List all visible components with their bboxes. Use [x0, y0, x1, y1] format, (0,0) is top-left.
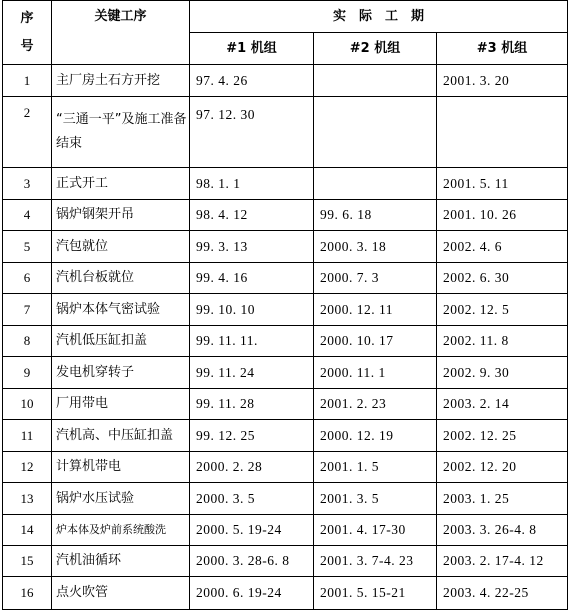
header-seq-line1: 序 — [20, 10, 34, 26]
row-unit2-date — [314, 168, 437, 200]
row-unit3-date: 2001. 3. 20 — [437, 65, 568, 97]
row-unit3-date: 2003. 3. 26-4. 8 — [437, 515, 568, 546]
key-process-schedule-table — [2, 0, 568, 610]
row-process: 汽机低压缸扣盖 — [52, 326, 190, 357]
row-unit3-date: 2002. 11. 8 — [437, 326, 568, 357]
row-unit1-date: 99. 4. 16 — [190, 263, 314, 294]
table-row — [3, 546, 568, 577]
row-unit2-date: 2000. 3. 18 — [314, 231, 437, 263]
row-unit1-date: 98. 4. 12 — [190, 200, 314, 231]
row-number: 12 — [3, 452, 52, 483]
row-unit3-date: 2003. 1. 25 — [437, 483, 568, 515]
row-unit3-date: 2001. 10. 26 — [437, 200, 568, 231]
row-unit3-date: 2002. 12. 25 — [437, 420, 568, 452]
row-unit2-date: 2001. 5. 15-21 — [314, 577, 437, 610]
row-unit1-date: 2000. 3. 28-6. 8 — [190, 546, 314, 577]
row-unit3-date: 2002. 12. 5 — [437, 294, 568, 326]
row-unit2-date: 2000. 10. 17 — [314, 326, 437, 357]
row-unit1-date: 99. 11. 24 — [190, 357, 314, 389]
table-row — [3, 294, 568, 326]
row-process: 主厂房土石方开挖 — [52, 65, 190, 97]
row-unit2-date: 2000. 12. 11 — [314, 294, 437, 326]
row-number: 11 — [3, 420, 52, 452]
table-row — [3, 389, 568, 420]
row-process: 汽机高、中压缸扣盖 — [52, 420, 190, 452]
row-unit1-date: 99. 3. 13 — [190, 231, 314, 263]
row-unit2-date: 99. 6. 18 — [314, 200, 437, 231]
row-unit2-date: 2001. 3. 7-4. 23 — [314, 546, 437, 577]
row-process: 发电机穿转子 — [52, 357, 190, 389]
row-unit1-date: 2000. 2. 28 — [190, 452, 314, 483]
row-number: 2 — [3, 97, 52, 168]
header-seq — [3, 1, 52, 65]
row-number: 16 — [3, 577, 52, 610]
row-number: 14 — [3, 515, 52, 546]
row-process: 厂用带电 — [52, 389, 190, 420]
row-unit2-date: 2001. 3. 5 — [314, 483, 437, 515]
row-number: 9 — [3, 357, 52, 389]
header-unit2: #2 机组 — [314, 33, 437, 65]
table-row — [3, 65, 568, 97]
row-unit2-date: 2001. 4. 17-30 — [314, 515, 437, 546]
header-process: 关键工序 — [52, 1, 190, 65]
row-unit2-date: 2001. 1. 5 — [314, 452, 437, 483]
row-unit3-date — [437, 97, 568, 168]
header-unit1: #1 机组 — [190, 33, 314, 65]
row-unit3-date: 2001. 5. 11 — [437, 168, 568, 200]
row-unit1-date: 2000. 3. 5 — [190, 483, 314, 515]
row-process: 汽机油循环 — [52, 546, 190, 577]
row-number: 8 — [3, 326, 52, 357]
row-process: 炉本体及炉前系统酸洗 — [52, 515, 190, 546]
row-number: 6 — [3, 263, 52, 294]
table-row — [3, 357, 568, 389]
row-unit3-date: 2002. 9. 30 — [437, 357, 568, 389]
row-unit3-date: 2002. 6. 30 — [437, 263, 568, 294]
row-process: 计算机带电 — [52, 452, 190, 483]
row-number: 3 — [3, 168, 52, 200]
row-unit3-date: 2002. 12. 20 — [437, 452, 568, 483]
table-row — [3, 577, 568, 610]
table-row — [3, 168, 568, 200]
header-unit3: #3 机组 — [437, 33, 568, 65]
row-number: 1 — [3, 65, 52, 97]
table-row — [3, 452, 568, 483]
row-unit3-date: 2003. 2. 14 — [437, 389, 568, 420]
row-number: 4 — [3, 200, 52, 231]
row-process: 锅炉本体气密试验 — [52, 294, 190, 326]
table-row — [3, 200, 568, 231]
table-row — [3, 263, 568, 294]
row-unit3-date: 2003. 2. 17-4. 12 — [437, 546, 568, 577]
row-process: “三通一平”及施工准备结束 — [52, 97, 190, 168]
row-unit1-date: 99. 10. 10 — [190, 294, 314, 326]
row-unit1-date: 97. 12. 30 — [190, 97, 314, 168]
row-unit2-date — [314, 65, 437, 97]
table-row — [3, 97, 568, 168]
row-process: 正式开工 — [52, 168, 190, 200]
row-number: 5 — [3, 231, 52, 263]
row-unit2-date — [314, 97, 437, 168]
row-number: 10 — [3, 389, 52, 420]
row-unit1-date: 2000. 6. 19-24 — [190, 577, 314, 610]
row-unit1-date: 99. 12. 25 — [190, 420, 314, 452]
row-unit1-date: 2000. 5. 19-24 — [190, 515, 314, 546]
row-unit1-date: 99. 11. 11. — [190, 326, 314, 357]
row-number: 13 — [3, 483, 52, 515]
table-row — [3, 483, 568, 515]
row-process: 锅炉水压试验 — [52, 483, 190, 515]
row-process: 汽机台板就位 — [52, 263, 190, 294]
row-unit2-date: 2000. 11. 1 — [314, 357, 437, 389]
row-process: 点火吹管 — [52, 577, 190, 610]
table-row — [3, 420, 568, 452]
row-number: 7 — [3, 294, 52, 326]
row-process: 汽包就位 — [52, 231, 190, 263]
row-unit1-date: 98. 1. 1 — [190, 168, 314, 200]
header-actual-period: 实 际 工 期 — [190, 1, 568, 33]
row-unit2-date: 2000. 7. 3 — [314, 263, 437, 294]
row-process: 锅炉钢架开吊 — [52, 200, 190, 231]
row-unit2-date: 2001. 2. 23 — [314, 389, 437, 420]
row-unit3-date: 2002. 4. 6 — [437, 231, 568, 263]
header-seq-line2: 号 — [20, 38, 34, 54]
row-unit1-date: 97. 4. 26 — [190, 65, 314, 97]
row-number: 15 — [3, 546, 52, 577]
table-row — [3, 515, 568, 546]
row-unit1-date: 99. 11. 28 — [190, 389, 314, 420]
row-unit2-date: 2000. 12. 19 — [314, 420, 437, 452]
table-row — [3, 326, 568, 357]
table-row — [3, 231, 568, 263]
row-unit3-date: 2003. 4. 22-25 — [437, 577, 568, 610]
